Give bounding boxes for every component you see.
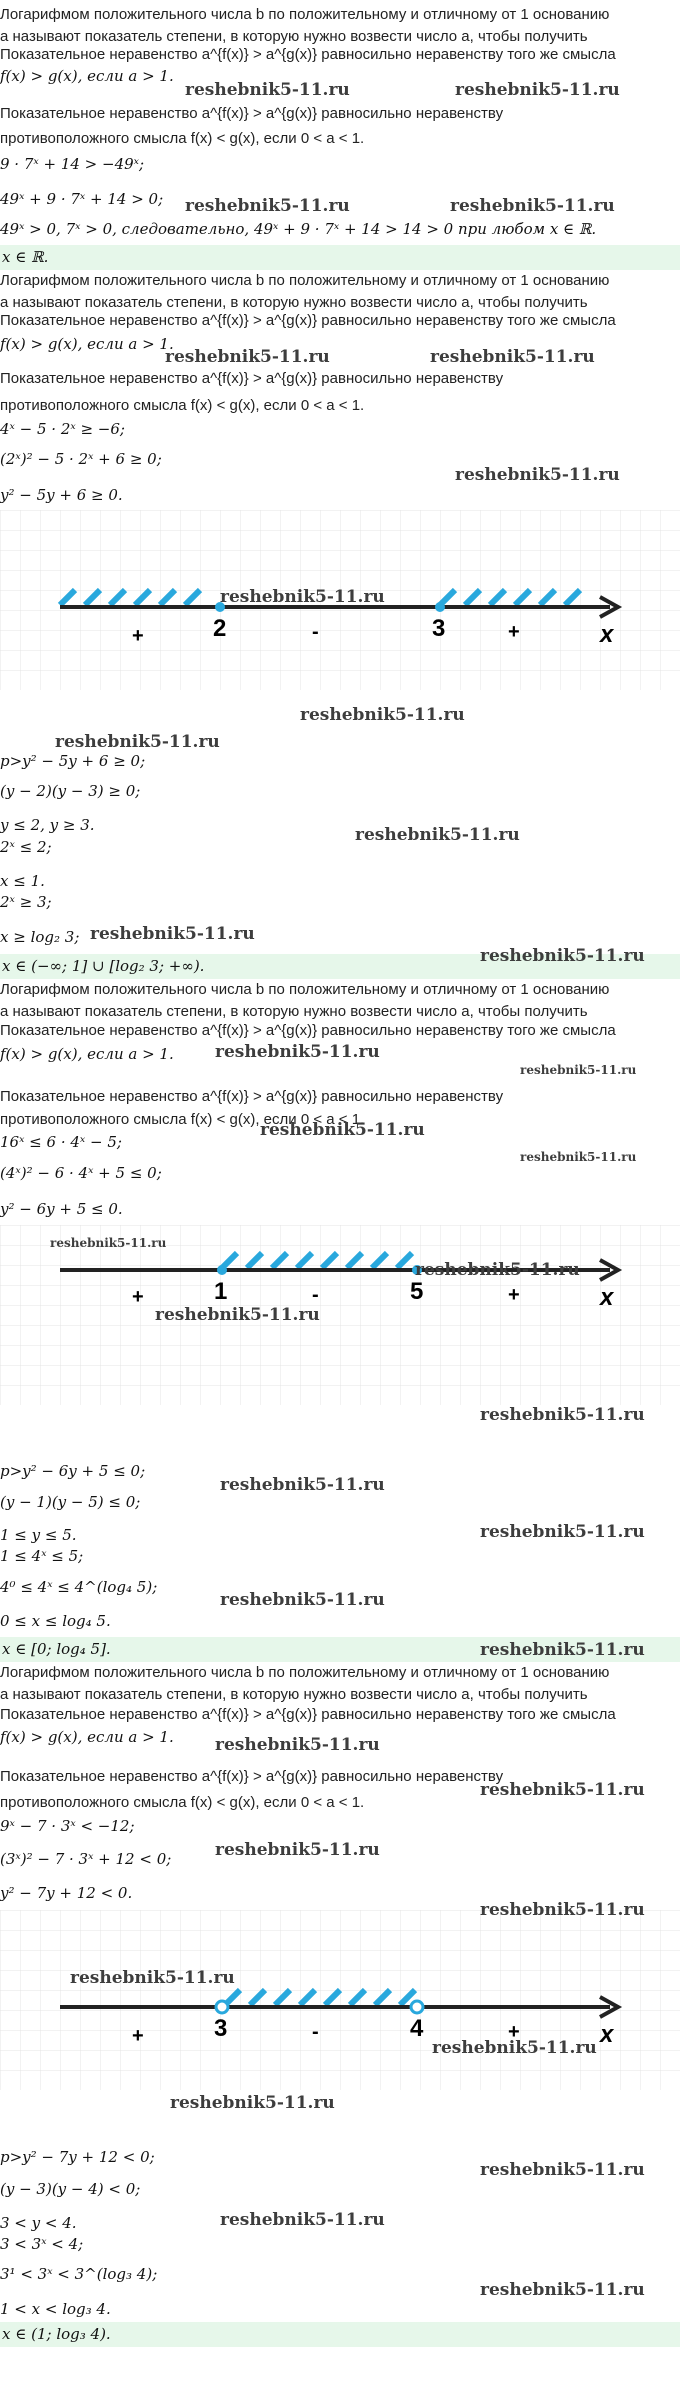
step: (y − 1)(y − 5) ≤ 0; (0, 1493, 141, 1511)
point-label: 2 (213, 615, 227, 642)
watermark: reshebnik5-11.ru (480, 1900, 645, 1920)
watermark: reshebnik5-11.ru (220, 1475, 385, 1495)
ineq-rule-2: Показательное неравенство a^{f(x)} > a^{g(x)} равносильно неравенству (0, 105, 504, 122)
point-label: 3 (432, 615, 446, 642)
watermark: reshebnik5-11.ru (90, 924, 255, 944)
step: 2ˣ ≤ 2; (0, 838, 52, 856)
sign-label: - (312, 1284, 319, 1306)
answer-bar (0, 245, 680, 270)
watermark: reshebnik5-11.ru (70, 1968, 235, 1988)
ineq-rule-2-cond: противоположного смысла f(x) < g(x), если 0 < a < 1. (0, 1111, 365, 1128)
point-open (411, 2001, 423, 2013)
watermark: reshebnik5-11.ru (480, 2160, 645, 2180)
watermark: reshebnik5-11.ru (215, 1042, 380, 1062)
watermark: reshebnik5-11.ru (165, 347, 330, 367)
ineq-rule-2-cond: противоположного смысла f(x) < g(x), если 0 < a < 1. (0, 397, 365, 414)
step: x ≥ log₂ 3; (0, 928, 80, 946)
watermark: reshebnik5-11.ru (520, 1150, 637, 1164)
point-label: 5 (410, 1278, 424, 1305)
step: 1 < x < log₃ 4. (0, 2300, 111, 2318)
step: (y − 3)(y − 4) < 0; (0, 2180, 141, 2198)
step: 2ˣ ≥ 3; (0, 893, 52, 911)
watermark: reshebnik5-11.ru (480, 2280, 645, 2300)
sign-label: - (312, 621, 319, 643)
ineq-rule-2-cond: противоположного смысла f(x) < g(x), если 0 < a < 1. (0, 1794, 365, 1811)
watermark: reshebnik5-11.ru (480, 946, 645, 966)
watermark: reshebnik5-11.ru (220, 1590, 385, 1610)
point-filled (217, 1265, 227, 1275)
ineq-rule-1: Показательное неравенство a^{f(x)} > a^{g(x)} равносильно неравенству того же смысла (0, 312, 616, 329)
log-definition-cut: a называют показатель степени, в которую нужно возвести число a, чтобы получить (0, 1686, 588, 1703)
log-definition: Логарифмом положительного числа b по положительному и отличному от 1 основанию (0, 272, 610, 289)
number-line (0, 1225, 680, 1405)
watermark: reshebnik5-11.ru (155, 1305, 320, 1325)
ineq-rule-2: Показательное неравенство a^{f(x)} > a^{g(x)} равносильно неравенству (0, 370, 504, 387)
ineq-rule-1-cond: f(x) > g(x), если a > 1. (0, 1728, 174, 1746)
step: 3 < 3ˣ < 4; (0, 2235, 84, 2253)
sign-label: + (132, 625, 144, 647)
step: p>y² − 7y + 12 < 0; (0, 2148, 155, 2166)
step: (3ˣ)² − 7 · 3ˣ + 12 < 0; (0, 1850, 172, 1868)
watermark: reshebnik5-11.ru (260, 1120, 425, 1140)
watermark: reshebnik5-11.ru (455, 80, 620, 100)
ineq-rule-2: Показательное неравенство a^{f(x)} > a^{g(x)} равносильно неравенству (0, 1768, 504, 1785)
grid (0, 1910, 680, 2090)
watermark: reshebnik5-11.ru (430, 347, 595, 367)
step: 49ˣ + 9 · 7ˣ + 14 > 0; (0, 190, 164, 208)
point-filled (435, 602, 445, 612)
watermark: reshebnik5-11.ru (480, 1522, 645, 1542)
watermark: reshebnik5-11.ru (480, 1640, 645, 1660)
watermark: reshebnik5-11.ru (55, 732, 220, 752)
watermark: reshebnik5-11.ru (215, 1840, 380, 1860)
step: (2ˣ)² − 5 · 2ˣ + 6 ≥ 0; (0, 450, 162, 468)
ineq-rule-1: Показательное неравенство a^{f(x)} > a^{g(x)} равносильно неравенству того же смысла (0, 1706, 616, 1723)
sign-label: + (508, 621, 520, 643)
watermark: reshebnik5-11.ru (185, 80, 350, 100)
watermark: reshebnik5-11.ru (50, 1236, 167, 1250)
watermark: reshebnik5-11.ru (480, 1780, 645, 1800)
step: 9ˣ − 7 · 3ˣ < −12; (0, 1817, 135, 1835)
watermark: reshebnik5-11.ru (432, 2038, 597, 2058)
watermark: reshebnik5-11.ru (455, 465, 620, 485)
answer: x ∈ (−∞; 1] ∪ [log₂ 3; +∞). (2, 957, 205, 975)
sign-label: - (312, 2021, 319, 2043)
watermark: reshebnik5-11.ru (520, 1063, 637, 1077)
axis-label: x (600, 2021, 614, 2048)
ineq-rule-2-cond: противоположного смысла f(x) < g(x), если 0 < a < 1. (0, 130, 365, 147)
log-definition-cut: a называют показатель степени, в которую нужно возвести число a, чтобы получить (0, 28, 588, 45)
watermark: reshebnik5-11.ru (220, 2210, 385, 2230)
axis-label: x (600, 621, 614, 648)
step: (y − 2)(y − 3) ≥ 0; (0, 782, 141, 800)
ineq-rule-1-cond: f(x) > g(x), если a > 1. (0, 335, 174, 353)
watermark: reshebnik5-11.ru (185, 196, 350, 216)
step: 1 ≤ y ≤ 5. (0, 1526, 77, 1544)
step: 3¹ < 3ˣ < 3^(log₃ 4); (0, 2265, 158, 2283)
watermark: reshebnik5-11.ru (415, 1260, 580, 1280)
step: 3 < y < 4. (0, 2214, 77, 2232)
step: 0 ≤ x ≤ log₄ 5. (0, 1612, 111, 1630)
watermark: reshebnik5-11.ru (480, 1405, 645, 1425)
answer: x ∈ [0; log₄ 5]. (2, 1640, 111, 1658)
step: y ≤ 2, y ≥ 3. (0, 816, 95, 834)
log-definition: Логарифмом положительного числа b по положительному и отличному от 1 основанию (0, 6, 610, 23)
sign-label: + (132, 2025, 144, 2047)
sign-label: + (132, 1286, 144, 1308)
step: y² − 7y + 12 < 0. (0, 1884, 133, 1902)
log-definition-cut: a называют показатель степени, в которую нужно возвести число a, чтобы получить (0, 294, 588, 311)
grid (0, 1225, 680, 1405)
ineq-rule-1-cond: f(x) > g(x), если a > 1. (0, 1045, 174, 1063)
point-label: 4 (410, 2015, 424, 2042)
watermark: reshebnik5-11.ru (300, 705, 465, 725)
step: p>y² − 5y + 6 ≥ 0; (0, 752, 146, 770)
answer: x ∈ (1; log₃ 4). (2, 2325, 111, 2343)
number-line (0, 1910, 680, 2090)
step: 16ˣ ≤ 6 · 4ˣ − 5; (0, 1133, 122, 1151)
step: 4⁰ ≤ 4ˣ ≤ 4^(log₄ 5); (0, 1578, 158, 1596)
watermark: reshebnik5-11.ru (355, 825, 520, 845)
step: 49ˣ > 0, 7ˣ > 0, следовательно, 49ˣ + 9 · 7ˣ + 14 > 14 > 0 при любом x ∈ ℝ. (0, 220, 597, 238)
step: 9 · 7ˣ + 14 > −49ˣ; (0, 155, 145, 173)
step: y² − 6y + 5 ≤ 0. (0, 1200, 123, 1218)
ineq-rule-1-cond: f(x) > g(x), если a > 1. (0, 67, 174, 85)
axis-label: x (600, 1284, 614, 1311)
ineq-rule-2: Показательное неравенство a^{f(x)} > a^{g(x)} равносильно неравенству (0, 1088, 504, 1105)
step: y² − 5y + 6 ≥ 0. (0, 486, 123, 504)
point-label: 3 (214, 2015, 228, 2042)
log-definition-cut: a называют показатель степени, в которую нужно возвести число a, чтобы получить (0, 1003, 588, 1020)
ineq-rule-1: Показательное неравенство a^{f(x)} > a^{g(x)} равносильно неравенству того же смысла (0, 1022, 616, 1039)
point-label: 1 (214, 1278, 228, 1305)
answer: x ∈ ℝ. (2, 248, 49, 266)
watermark: reshebnik5-11.ru (170, 2093, 335, 2113)
step: (4ˣ)² − 6 · 4ˣ + 5 ≤ 0; (0, 1164, 162, 1182)
step: 1 ≤ 4ˣ ≤ 5; (0, 1547, 84, 1565)
log-definition: Логарифмом положительного числа b по положительному и отличному от 1 основанию (0, 1664, 610, 1681)
step: p>y² − 6y + 5 ≤ 0; (0, 1462, 146, 1480)
watermark: reshebnik5-11.ru (220, 587, 385, 607)
log-definition: Логарифмом положительного числа b по положительному и отличному от 1 основанию (0, 981, 610, 998)
point-open (216, 2001, 228, 2013)
ineq-rule-1: Показательное неравенство a^{f(x)} > a^{g(x)} равносильно неравенству того же смысла (0, 46, 616, 63)
sign-label: + (508, 2021, 520, 2043)
watermark: reshebnik5-11.ru (215, 1735, 380, 1755)
step: 4ˣ − 5 · 2ˣ ≥ −6; (0, 420, 125, 438)
step: x ≤ 1. (0, 872, 45, 890)
watermark: reshebnik5-11.ru (450, 196, 615, 216)
sign-label: + (508, 1284, 520, 1306)
